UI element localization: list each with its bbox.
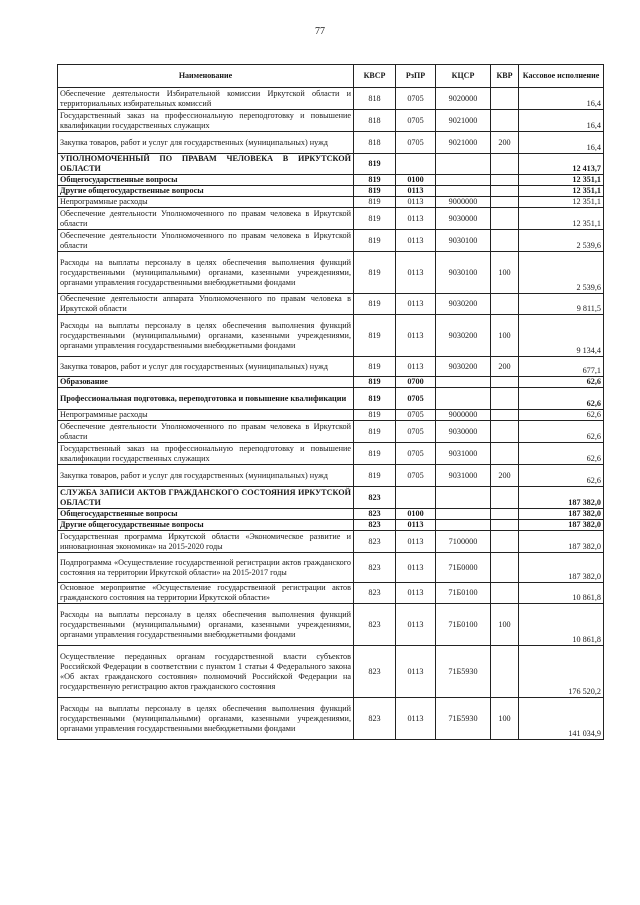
cell-kvr [491, 583, 519, 604]
cell-name: Государственный заказ на профессиональную переподготовку и повышение квалификации государственных служащих [58, 443, 354, 465]
table-body [58, 88, 604, 740]
cell-sum: 62,6 [519, 388, 604, 410]
cell-kvsr: 819 [354, 230, 396, 252]
cell-kvr [491, 377, 519, 388]
cell-sum: 187 382,0 [519, 553, 604, 583]
cell-rzpr [396, 154, 436, 175]
cell-kcsr: 9031000 [436, 443, 491, 465]
cell-name: Расходы на выплаты персоналу в целях обеспечения выполнения функций государственными (муниципальными) органами, казенными учреждениями, органами управления государственными внебюджетными фондами [58, 315, 354, 357]
cell-kvsr: 819 [354, 252, 396, 294]
header-kcsr: КЦСР [436, 65, 491, 88]
cell-kcsr: 71Б0100 [436, 604, 491, 646]
cell-kcsr: 9030100 [436, 252, 491, 294]
table-row [58, 88, 604, 110]
cell-sum: 2 539,6 [519, 230, 604, 252]
cell-rzpr: 0113 [396, 583, 436, 604]
cell-kvr: 100 [491, 604, 519, 646]
cell-kvsr: 818 [354, 132, 396, 154]
cell-name: Закупка товаров, работ и услуг для государственных (муниципальных) нужд [58, 465, 354, 487]
header-rzpr: РзПР [396, 65, 436, 88]
table-row [58, 465, 604, 487]
cell-kvr [491, 197, 519, 208]
cell-rzpr: 0705 [396, 110, 436, 132]
cell-kvsr: 819 [354, 388, 396, 410]
cell-sum: 677,1 [519, 357, 604, 377]
table-row [58, 186, 604, 197]
cell-kvr [491, 421, 519, 443]
cell-sum: 187 382,0 [519, 531, 604, 553]
table-row [58, 698, 604, 740]
table-row [58, 208, 604, 230]
cell-kvsr: 819 [354, 465, 396, 487]
cell-sum: 176 520,2 [519, 646, 604, 698]
cell-kvr [491, 410, 519, 421]
table-row [58, 421, 604, 443]
cell-kvsr: 819 [354, 175, 396, 186]
budget-table [57, 64, 604, 740]
cell-kcsr: 71Б5930 [436, 646, 491, 698]
cell-name: Закупка товаров, работ и услуг для государственных (муниципальных) нужд [58, 357, 354, 377]
cell-sum: 62,6 [519, 465, 604, 487]
cell-kcsr [436, 186, 491, 197]
cell-sum: 12 413,7 [519, 154, 604, 175]
cell-name: Общегосударственные вопросы [58, 509, 354, 520]
table-row [58, 252, 604, 294]
cell-rzpr: 0100 [396, 509, 436, 520]
cell-kvsr: 823 [354, 487, 396, 509]
cell-rzpr: 0113 [396, 230, 436, 252]
cell-kvr: 100 [491, 252, 519, 294]
cell-kcsr [436, 487, 491, 509]
cell-sum: 62,6 [519, 377, 604, 388]
cell-rzpr: 0700 [396, 377, 436, 388]
cell-kvsr: 818 [354, 88, 396, 110]
cell-kcsr [436, 520, 491, 531]
cell-name: УПОЛНОМОЧЕННЫЙ ПО ПРАВАМ ЧЕЛОВЕКА В ИРКУТСКОЙ ОБЛАСТИ [58, 154, 354, 175]
table-row [58, 509, 604, 520]
cell-kcsr [436, 388, 491, 410]
cell-kvr [491, 509, 519, 520]
cell-rzpr: 0113 [396, 208, 436, 230]
cell-kcsr [436, 509, 491, 520]
table-row [58, 357, 604, 377]
cell-kvsr: 819 [354, 154, 396, 175]
cell-name: Обеспечение деятельности Уполномоченного по правам человека в Иркутской области [58, 421, 354, 443]
table-row [58, 377, 604, 388]
table-row [58, 646, 604, 698]
table-row [58, 110, 604, 132]
cell-rzpr: 0705 [396, 132, 436, 154]
cell-kcsr: 9030200 [436, 315, 491, 357]
cell-kcsr: 9030200 [436, 294, 491, 315]
cell-kvr [491, 175, 519, 186]
cell-kcsr: 9030200 [436, 357, 491, 377]
cell-name: Основное мероприятие «Осуществление государственной регистрации актов гражданского состояния на территории Иркутской области» [58, 583, 354, 604]
cell-kvsr: 819 [354, 208, 396, 230]
cell-name: Расходы на выплаты персоналу в целях обеспечения выполнения функций государственными (муниципальными) органами, казенными учреждениями, органами управления государственными внебюджетными фондами [58, 698, 354, 740]
cell-kvr [491, 230, 519, 252]
cell-kvsr: 818 [354, 110, 396, 132]
cell-kcsr [436, 377, 491, 388]
cell-kvsr: 823 [354, 698, 396, 740]
cell-name: Осуществление переданных органам государственной власти субъектов Российской Федерации в соответствии с пунктом 1 статьи 4 Федерального закона «Об актах гражданского состояния» полномочий Российской Федерации на государственную регистрацию актов гражданского состояния [58, 646, 354, 698]
cell-rzpr: 0705 [396, 88, 436, 110]
cell-rzpr: 0113 [396, 252, 436, 294]
header-kvr: КВР [491, 65, 519, 88]
cell-name: Расходы на выплаты персоналу в целях обеспечения выполнения функций государственными (муниципальными) органами, казенными учреждениями, органами управления государственными внебюджетными фондами [58, 252, 354, 294]
page-number: 77 [315, 26, 325, 37]
cell-sum: 16,4 [519, 88, 604, 110]
cell-kvr [491, 186, 519, 197]
cell-sum: 16,4 [519, 132, 604, 154]
cell-kvr [491, 208, 519, 230]
cell-name: Обеспечение деятельности Уполномоченного по правам человека в Иркутской области [58, 208, 354, 230]
cell-kcsr: 71Б0000 [436, 553, 491, 583]
cell-sum: 141 034,9 [519, 698, 604, 740]
cell-kvr [491, 487, 519, 509]
cell-kvsr: 823 [354, 509, 396, 520]
cell-kvr: 200 [491, 357, 519, 377]
cell-rzpr: 0705 [396, 443, 436, 465]
cell-kvsr: 819 [354, 357, 396, 377]
table-row [58, 197, 604, 208]
cell-sum: 187 382,0 [519, 487, 604, 509]
cell-sum: 62,6 [519, 443, 604, 465]
cell-name: Образование [58, 377, 354, 388]
table-row [58, 175, 604, 186]
cell-sum: 187 382,0 [519, 509, 604, 520]
cell-kvr [491, 88, 519, 110]
cell-kvr [491, 388, 519, 410]
cell-kvr: 100 [491, 315, 519, 357]
header-sum: Кассовое исполнение [519, 65, 604, 88]
cell-name: Государственная программа Иркутской области «Экономическое развитие и инновационная экономика» на 2015-2020 годы [58, 531, 354, 553]
cell-rzpr: 0705 [396, 421, 436, 443]
table-row [58, 520, 604, 531]
cell-kvsr: 819 [354, 294, 396, 315]
table-row [58, 388, 604, 410]
cell-rzpr: 0113 [396, 186, 436, 197]
cell-name: Профессиональная подготовка, переподготовка и повышение квалификации [58, 388, 354, 410]
cell-name: Закупка товаров, работ и услуг для государственных (муниципальных) нужд [58, 132, 354, 154]
cell-kvsr: 819 [354, 443, 396, 465]
cell-rzpr: 0705 [396, 410, 436, 421]
cell-name: СЛУЖБА ЗАПИСИ АКТОВ ГРАЖДАНСКОГО СОСТОЯНИЯ ИРКУТСКОЙ ОБЛАСТИ [58, 487, 354, 509]
table-row [58, 230, 604, 252]
cell-name: Обеспечение деятельности Уполномоченного по правам человека в Иркутской области [58, 230, 354, 252]
cell-sum: 10 861,8 [519, 604, 604, 646]
cell-rzpr: 0113 [396, 315, 436, 357]
cell-kvsr: 823 [354, 531, 396, 553]
table-row [58, 443, 604, 465]
cell-kvsr: 819 [354, 197, 396, 208]
cell-kcsr [436, 154, 491, 175]
cell-sum: 62,6 [519, 421, 604, 443]
cell-kcsr: 9021000 [436, 110, 491, 132]
cell-kcsr: 9021000 [436, 132, 491, 154]
cell-kvr: 100 [491, 698, 519, 740]
cell-kvsr: 823 [354, 604, 396, 646]
cell-sum: 10 861,8 [519, 583, 604, 604]
table-row [58, 531, 604, 553]
table-row [58, 583, 604, 604]
cell-kcsr: 9000000 [436, 410, 491, 421]
cell-kvsr: 819 [354, 421, 396, 443]
cell-kvr [491, 110, 519, 132]
cell-kvsr: 823 [354, 583, 396, 604]
cell-sum: 12 351,1 [519, 197, 604, 208]
cell-rzpr: 0113 [396, 604, 436, 646]
cell-name: Обеспечение деятельности Избирательной комиссии Иркутской области и территориальных избирательных комиссий [58, 88, 354, 110]
cell-name: Другие общегосударственные вопросы [58, 186, 354, 197]
cell-rzpr: 0705 [396, 388, 436, 410]
cell-name: Подпрограмма «Осуществление государственной регистрации актов гражданского состояния на территории Иркутской области» на 2015-2017 годы [58, 553, 354, 583]
cell-kvsr: 819 [354, 315, 396, 357]
cell-sum: 187 382,0 [519, 520, 604, 531]
cell-kvsr: 823 [354, 520, 396, 531]
cell-rzpr: 0100 [396, 175, 436, 186]
cell-sum: 9 811,5 [519, 294, 604, 315]
cell-kcsr: 9030000 [436, 421, 491, 443]
cell-rzpr: 0113 [396, 197, 436, 208]
table-row [58, 553, 604, 583]
cell-name: Общегосударственные вопросы [58, 175, 354, 186]
cell-rzpr: 0113 [396, 698, 436, 740]
table-row [58, 294, 604, 315]
table-row [58, 132, 604, 154]
cell-rzpr: 0113 [396, 294, 436, 315]
cell-name: Государственный заказ на профессиональную переподготовку и повышение квалификации государственных служащих [58, 110, 354, 132]
cell-kvsr: 819 [354, 186, 396, 197]
cell-kvr [491, 154, 519, 175]
cell-rzpr: 0113 [396, 553, 436, 583]
cell-sum: 12 351,1 [519, 175, 604, 186]
cell-rzpr [396, 487, 436, 509]
cell-kvr [491, 646, 519, 698]
cell-kcsr: 9000000 [436, 197, 491, 208]
cell-rzpr: 0705 [396, 465, 436, 487]
table-row [58, 604, 604, 646]
cell-rzpr: 0113 [396, 646, 436, 698]
cell-kvsr: 823 [354, 646, 396, 698]
cell-kcsr: 9030000 [436, 208, 491, 230]
cell-kvr: 200 [491, 465, 519, 487]
table-row [58, 410, 604, 421]
cell-sum: 12 351,1 [519, 186, 604, 197]
cell-kvr [491, 443, 519, 465]
cell-rzpr: 0113 [396, 520, 436, 531]
cell-kvr [491, 520, 519, 531]
cell-kcsr: 9020000 [436, 88, 491, 110]
header-name: Наименование [58, 65, 354, 88]
cell-name: Непрограммные расходы [58, 410, 354, 421]
cell-sum: 62,6 [519, 410, 604, 421]
cell-kcsr: 9030100 [436, 230, 491, 252]
cell-kvr [491, 294, 519, 315]
cell-kvsr: 823 [354, 553, 396, 583]
cell-rzpr: 0113 [396, 531, 436, 553]
cell-name: Другие общегосударственные вопросы [58, 520, 354, 531]
cell-rzpr: 0113 [396, 357, 436, 377]
table-row [58, 315, 604, 357]
cell-sum: 12 351,1 [519, 208, 604, 230]
cell-kcsr: 71Б0100 [436, 583, 491, 604]
header-kvsr: КВСР [354, 65, 396, 88]
cell-kcsr [436, 175, 491, 186]
cell-kvsr: 819 [354, 377, 396, 388]
cell-name: Обеспечение деятельности аппарата Уполномоченного по правам человека в Иркутской области [58, 294, 354, 315]
cell-sum: 9 134,4 [519, 315, 604, 357]
cell-kvr: 200 [491, 132, 519, 154]
cell-name: Расходы на выплаты персоналу в целях обеспечения выполнения функций государственными (муниципальными) органами, казенными учреждениями, органами управления государственными внебюджетными фондами [58, 604, 354, 646]
table-header-row [58, 65, 604, 88]
table-row [58, 487, 604, 509]
cell-kvsr: 819 [354, 410, 396, 421]
cell-sum: 2 539,6 [519, 252, 604, 294]
cell-kcsr: 7100000 [436, 531, 491, 553]
cell-sum: 16,4 [519, 110, 604, 132]
cell-kvr [491, 531, 519, 553]
cell-name: Непрограммные расходы [58, 197, 354, 208]
cell-kcsr: 71Б5930 [436, 698, 491, 740]
table-row [58, 154, 604, 175]
cell-kcsr: 9031000 [436, 465, 491, 487]
cell-kvr [491, 553, 519, 583]
